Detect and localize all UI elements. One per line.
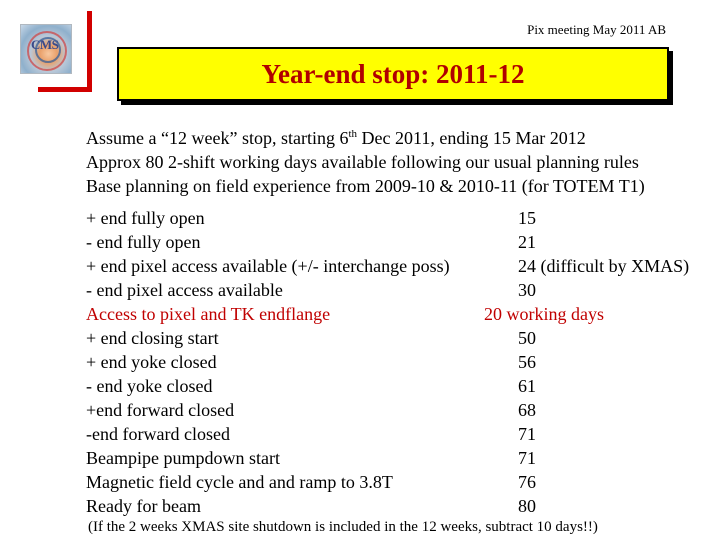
- slide-title: Year-end stop: 2011-12: [261, 58, 525, 89]
- intro-line-1: [86, 122, 645, 150]
- schedule-value: 24 (difficult by XMAS): [518, 256, 690, 276]
- schedule-value: 30: [518, 280, 536, 300]
- intro-line-1-sup: th: [348, 128, 358, 140]
- schedule-label: + end pixel access available (+/- interchange poss): [86, 256, 450, 276]
- schedule-label: +end forward closed: [86, 400, 235, 420]
- schedule-value: 68: [518, 400, 536, 420]
- red-corner-horizontal: [38, 87, 92, 92]
- intro-line-3: Base planning on field experience from 2009-10 & 2010-11 (for TOTEM T1): [86, 176, 645, 196]
- schedule-row: [86, 230, 716, 254]
- schedule-label: Ready for beam: [86, 496, 201, 516]
- cms-logo: [20, 24, 72, 74]
- schedule-row: [86, 350, 716, 374]
- schedule-value: 61: [518, 376, 536, 396]
- schedule-row: [86, 254, 716, 278]
- schedule-value: 71: [518, 448, 536, 468]
- intro-line-1-pre: Assume a “12 week” stop, starting 6: [86, 128, 349, 148]
- schedule-label: Access to pixel and TK endflange: [86, 304, 331, 324]
- schedule-row: [86, 326, 716, 350]
- schedule-label: - end pixel access available: [86, 280, 283, 300]
- schedule-value: 76: [518, 472, 536, 492]
- schedule-label: + end fully open: [86, 208, 205, 228]
- schedule-row: [86, 494, 716, 518]
- intro-text: [86, 122, 645, 198]
- intro-line-1-post: Dec 2011, ending 15 Mar 2012: [357, 128, 586, 148]
- schedule-label: - end yoke closed: [86, 376, 213, 396]
- schedule-label: Magnetic field cycle and and ramp to 3.8T: [86, 472, 393, 492]
- schedule-row: [86, 446, 716, 470]
- schedule-value: 71: [518, 424, 536, 444]
- schedule-row: [86, 374, 716, 398]
- red-corner-vertical: [87, 11, 92, 88]
- schedule-value: 80: [518, 496, 536, 516]
- schedule-row: [86, 206, 716, 230]
- schedule-row: [86, 398, 716, 422]
- schedule-label: -end forward closed: [86, 424, 230, 444]
- intro-line-2: Approx 80 2-shift working days available following our usual planning rules: [86, 152, 639, 172]
- title-box: [117, 47, 669, 101]
- schedule-value: 15: [518, 208, 536, 228]
- schedule-label: + end yoke closed: [86, 352, 217, 372]
- logo-text: CMS: [31, 37, 59, 52]
- schedule-row: [86, 470, 716, 494]
- schedule-row: [86, 422, 716, 446]
- schedule-list: [86, 206, 716, 518]
- schedule-value: 21: [518, 232, 536, 252]
- schedule-row-highlight: [86, 302, 716, 326]
- header-note: Pix meeting May 2011 AB: [527, 22, 666, 37]
- schedule-label: - end fully open: [86, 232, 201, 252]
- footnote: (If the 2 weeks XMAS site shutdown is included in the 12 weeks, subtract 10 days!!): [88, 519, 598, 535]
- schedule-label: + end closing start: [86, 328, 219, 348]
- schedule-label: Beampipe pumpdown start: [86, 448, 280, 468]
- schedule-value: 50: [518, 328, 536, 348]
- schedule-value: 56: [518, 352, 536, 372]
- schedule-value: 20 working days: [484, 304, 604, 324]
- schedule-row: [86, 278, 716, 302]
